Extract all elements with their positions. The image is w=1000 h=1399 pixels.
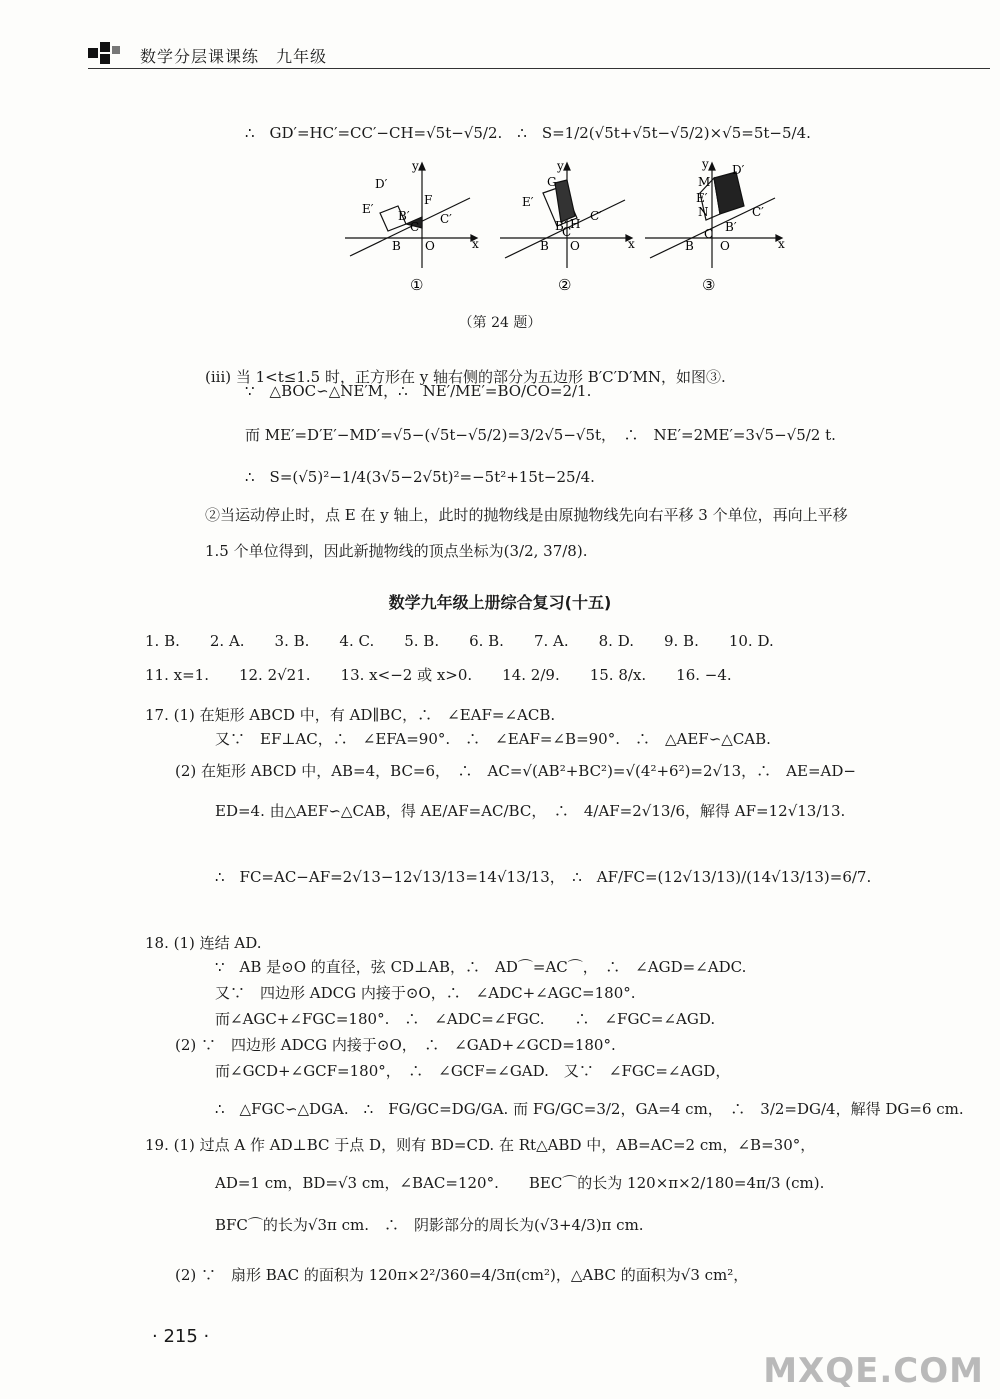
text-line: ED=4. 由△AEF∽△CAB，得 AE/AF=AC/BC， ∴ 4/AF=2√13/6，解得 AF=12√13/13. [215, 802, 846, 820]
text-line: (2) ∵ 四边形 ADCG 内接于⊙O， ∴ ∠GAD+∠GCD=180°. [175, 1036, 616, 1054]
text-line: 又∵ EF⊥AC，∴ ∠EFA=90°. ∴ ∠EAF=∠B=90°. ∴ △AEF∽△CAB. [215, 730, 771, 748]
text-line: ∴ GD′=HC′=CC′−CH=√5t−√5/2. ∴ S=1/2(√5t+√5t−√5/2)×√5=5t−5/4. [245, 124, 811, 142]
text-line: BFC⌒的长为√3π cm. ∴ 阴影部分的周长为(√3+4/3)π cm. [215, 1216, 644, 1234]
svg-text:B: B [392, 239, 401, 253]
svg-text:B′: B′ [398, 209, 410, 223]
text-line: AD=1 cm，BD=√3 cm，∠BAC=120°. BEC⌒的长为 120×π×2/180=4π/3 (cm). [215, 1174, 825, 1192]
text-line: 又∵ 四边形 ADCG 内接于⊙O，∴ ∠ADC+∠AGC=180°. [215, 984, 636, 1002]
answers-row: 1. B. 2. A. 3. B. 4. C. 5. B. 6. B. 7. A. 8. D. 9. B. 10. D. [145, 632, 774, 650]
svg-text:E′: E′ [362, 202, 374, 216]
text-line: 1.5 个单位得到，因此新抛物线的顶点坐标为(3/2, 37/8). [205, 542, 588, 560]
fig1-label-D: D′ [375, 177, 388, 191]
coordinate-figures [340, 158, 790, 298]
text-line: ∴ △FGC∽△DGA. ∴ FG/GC=DG/GA. 而 FG/GC=3/2，GA=4 cm， ∴ 3/2=DG/4，解得 DG=6 cm. [215, 1100, 964, 1118]
svg-text:C′: C′ [590, 209, 602, 223]
text-line: 19. (1) 过点 A 作 AD⊥BC 于点 D，则有 BD=CD. 在 Rt△ABD 中，AB=AC=2 cm，∠B=30°， [145, 1136, 816, 1154]
svg-text:O: O [425, 239, 435, 253]
text-line: 而∠AGC+∠FGC=180°. ∴ ∠ADC=∠FGC. ∴ ∠FGC=∠AGD. [215, 1010, 716, 1028]
svg-text:C: C [704, 227, 714, 241]
figure-label: ③ [702, 276, 716, 294]
figure-2 [500, 163, 632, 268]
text-line: 而 ME′=D′E′−MD′=√5−(√5t−√5/2)=3/2√5−√5t， ∴ NE′=2ME′=3√5−√5/2 t. [245, 426, 836, 444]
svg-text:N: N [698, 205, 709, 219]
answers-row: 11. x=1. 12. 2√21. 13. x<−2 或 x>0. 14. 2/9. 15. 8/x. 16. −4. [145, 666, 732, 684]
svg-text:O: O [570, 239, 580, 253]
text-line: ∴ S=(√5)²−1/4(3√5−2√5t)²=−5t²+15t−25/4. [245, 468, 595, 486]
svg-text:B: B [540, 239, 549, 253]
svg-text:x: x [778, 237, 785, 251]
header-rule [88, 68, 990, 69]
book-logo-icon [88, 40, 128, 66]
figure-label: ② [558, 276, 572, 294]
svg-text:C′: C′ [752, 205, 764, 219]
svg-text:B: B [685, 239, 694, 253]
text-line: 而∠GCD+∠GCF=180°， ∴ ∠GCF=∠GAD. 又∵ ∠FGC=∠AGD， [215, 1062, 731, 1080]
watermark: MXQE.COM [763, 1351, 984, 1391]
text-line: ②当运动停止时，点 E 在 y 轴上，此时的抛物线是由原抛物线先向右平移 3 个单位，再向上平移 [205, 506, 848, 524]
svg-text:D′: D′ [732, 163, 745, 177]
figure-caption: （第 24 题） [458, 315, 542, 331]
svg-text:C: C [410, 220, 420, 234]
text-line: ∵ △BOC∽△NE′M，∴ NE′/ME′=BO/CO=2/1. [245, 382, 592, 400]
svg-text:O: O [720, 239, 730, 253]
svg-text:y: y [557, 159, 564, 173]
svg-text:y: y [412, 159, 419, 173]
svg-text:E′: E′ [522, 195, 534, 209]
text-line: (iii) 当 1<t≤1.5 时，正方形在 y 轴右侧的部分为五边形 B′C′D′MN，如图③. [205, 368, 726, 386]
svg-text:E′: E′ [696, 191, 708, 205]
text-line: ∴ FC=AC−AF=2√13−12√13/13=14√13/13， ∴ AF/FC=(12√13/13)/(14√13/13)=6/7. [215, 868, 872, 886]
svg-text:x: x [472, 237, 479, 251]
svg-text:B′: B′ [555, 219, 567, 233]
svg-text:C: C [562, 225, 572, 239]
page-number: · 215 · [152, 1326, 210, 1347]
svg-text:y: y [702, 158, 709, 171]
text-line: ∵ AB 是⊙O 的直径，弦 CD⊥AB，∴ AD⌒=AC⌒， ∴ ∠AGD=∠ADC. [215, 958, 747, 976]
svg-text:x: x [628, 237, 635, 251]
svg-text:C′: C′ [440, 212, 452, 226]
svg-text:F: F [424, 193, 433, 207]
section-title: 数学九年级上册综合复习(十五) [388, 593, 612, 612]
figure-label: ① [410, 276, 424, 294]
text-line: 18. (1) 连结 AD. [145, 934, 262, 952]
header-title: 数学分层课课练 九年级 [140, 47, 328, 66]
svg-text:B′: B′ [725, 220, 737, 234]
svg-text:G: G [547, 175, 557, 189]
svg-text:M: M [698, 175, 711, 189]
text-line: (2) ∵ 扇形 BAC 的面积为 120π×2²/360=4/3π(cm²)，△ABC 的面积为√3 cm²， [175, 1266, 749, 1284]
text-line: 17. (1) 在矩形 ABCD 中，有 AD∥BC，∴ ∠EAF=∠ACB. [145, 706, 556, 724]
svg-text:H: H [570, 217, 581, 231]
text-line: (2) 在矩形 ABCD 中，AB=4，BC=6， ∴ AC=√(AB²+BC²)=√(4²+6²)=2√13，∴ AE=AD− [175, 762, 856, 780]
